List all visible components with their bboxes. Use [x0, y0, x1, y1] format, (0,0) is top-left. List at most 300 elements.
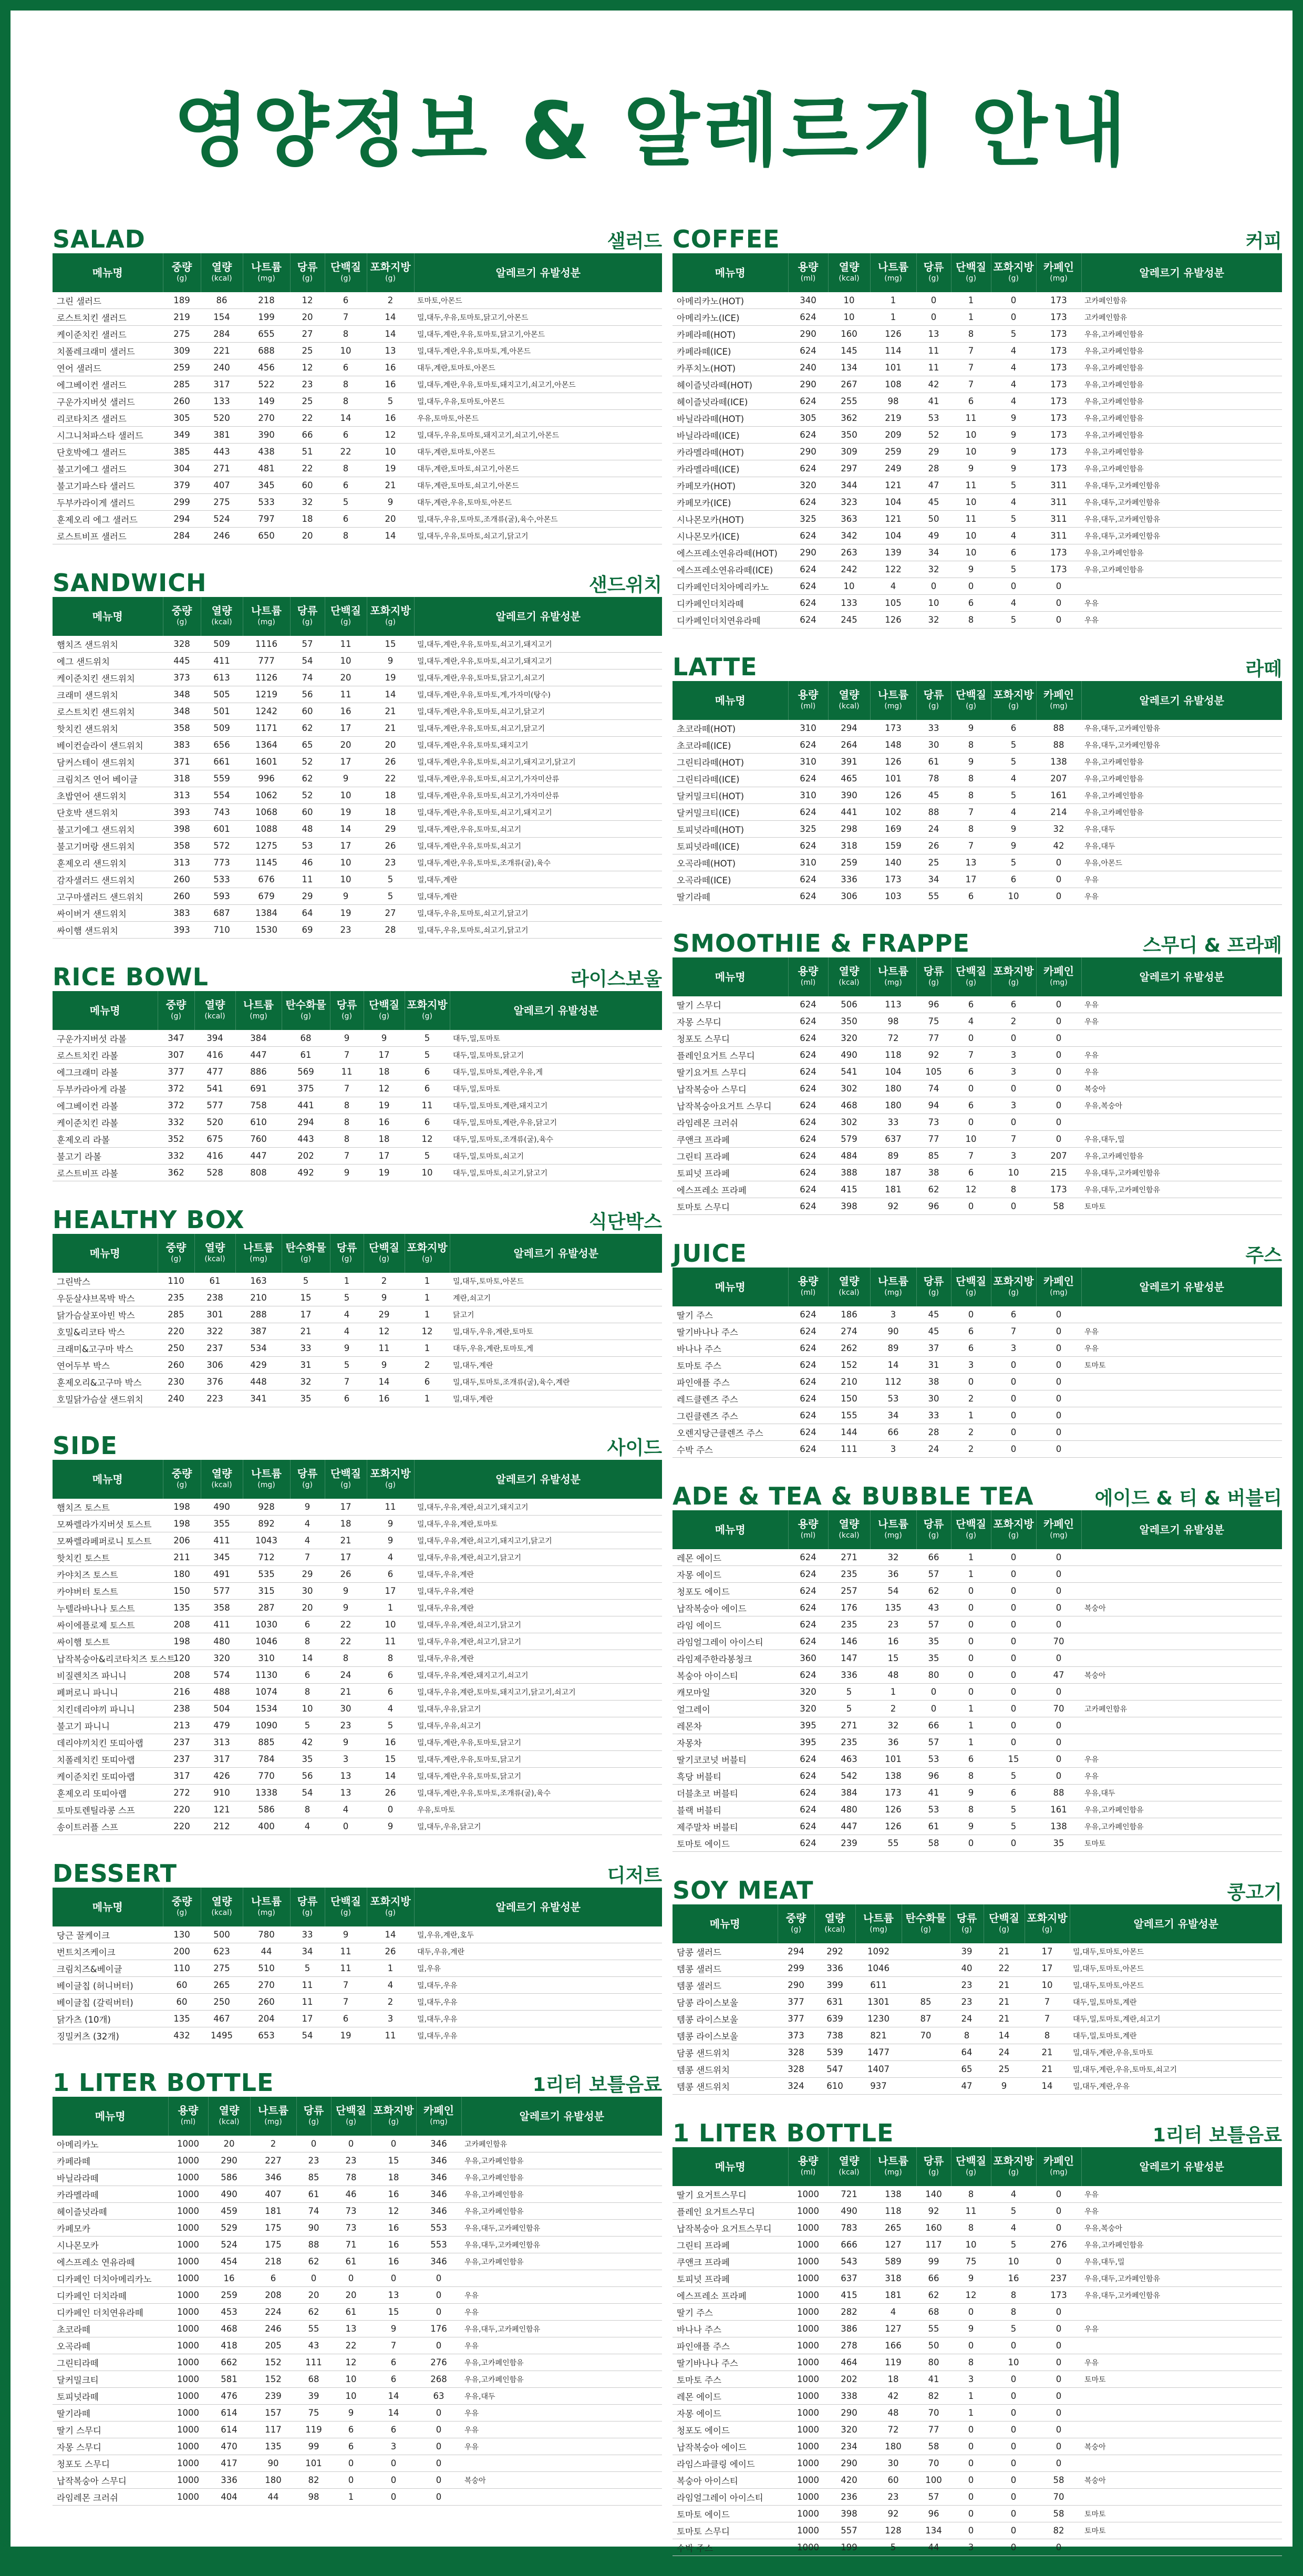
value-cell: 35 — [916, 1633, 951, 1650]
column-unit: (g) — [966, 1289, 976, 1297]
menu-name: 헤이즐넛라떼(HOT) — [673, 376, 788, 393]
value-cell: 480 — [201, 1633, 243, 1650]
column-header-label: 카페인 — [1043, 1518, 1074, 1530]
value-cell: 1 — [367, 1960, 414, 1977]
value-cell: 524 — [201, 511, 243, 528]
value-cell: 24 — [984, 2044, 1025, 2061]
allergen-cell: 우유,고카페인함유 — [1081, 343, 1282, 359]
allergen-cell: 밀,대두,계란 — [414, 888, 662, 905]
column-header-label: 알레르기 유발성분 — [495, 1901, 581, 1913]
column-header — [414, 253, 662, 292]
table-row — [673, 494, 1282, 511]
column-header-label: 용량 — [798, 1275, 819, 1287]
value-cell: 44 — [250, 2489, 296, 2506]
menu-name: 그린티라떼(HOT) — [673, 754, 788, 770]
allergen-cell: 대두,계란,토마토,아몬드 — [414, 359, 662, 376]
column-header-label: 당류 — [297, 604, 318, 617]
value-cell: 138 — [870, 1768, 916, 1785]
value-cell: 35 — [282, 1390, 330, 1407]
value-cell: 5 — [991, 754, 1036, 770]
value-cell: 73 — [331, 2203, 371, 2220]
column-header — [450, 1234, 662, 1273]
value-cell: 738 — [814, 2027, 855, 2044]
menu-name: 자몽차 — [673, 1734, 788, 1751]
column-unit: (g) — [966, 2168, 976, 2177]
table-row — [673, 2061, 1282, 2078]
table-row — [673, 1684, 1282, 1701]
value-cell: 624 — [788, 871, 828, 888]
value-cell: 219 — [163, 309, 201, 326]
allergen-cell: 우유,고카페인함유 — [1081, 410, 1282, 427]
table-row — [673, 2044, 1282, 2061]
value-cell: 0 — [331, 2472, 371, 2489]
value-cell: 0 — [1036, 578, 1081, 595]
value-cell: 284 — [163, 528, 201, 544]
value-cell: 0 — [1036, 1357, 1081, 1374]
allergen-cell: 우유 — [461, 2438, 662, 2455]
value-cell: 48 — [290, 821, 325, 838]
value-cell: 415 — [828, 1181, 870, 1198]
value-cell: 29 — [916, 444, 951, 460]
value-cell: 85 — [916, 1148, 951, 1165]
value-cell: 82 — [916, 2388, 951, 2405]
allergen-cell: 우유,대두,밀 — [1081, 1131, 1282, 1148]
value-cell: 1000 — [788, 2287, 828, 2304]
value-cell: 0 — [951, 1633, 991, 1650]
value-cell: 8 — [951, 2354, 991, 2371]
value-cell: 1000 — [788, 2253, 828, 2270]
allergen-cell: 우유 — [1081, 1340, 1282, 1357]
value-cell: 320 — [201, 1650, 243, 1667]
value-cell: 624 — [788, 561, 828, 578]
value-cell: 4 — [991, 595, 1036, 612]
menu-name: 토마토렌틸라콩 스프 — [53, 1801, 163, 1818]
allergen-cell — [1081, 1566, 1282, 1583]
value-cell: 1338 — [243, 1785, 290, 1801]
table-row — [53, 770, 662, 787]
allergen-cell: 우유,고카페인함유 — [1081, 787, 1282, 804]
value-cell: 8 — [325, 528, 367, 544]
value-cell: 9 — [951, 561, 991, 578]
value-cell: 6 — [371, 2371, 416, 2388]
value-cell: 8 — [290, 1633, 325, 1650]
menu-name: 카라멜라떼(ICE) — [673, 460, 788, 477]
column-unit: (g) — [308, 2118, 319, 2126]
value-cell: 181 — [870, 1181, 916, 1198]
value-cell: 126 — [870, 1818, 916, 1835]
value-cell: 6 — [991, 1785, 1036, 1801]
value-cell: 18 — [364, 1064, 405, 1080]
value-cell: 31 — [282, 1357, 330, 1374]
value-cell: 0 — [1036, 2422, 1081, 2438]
value-cell: 624 — [788, 460, 828, 477]
value-cell: 624 — [788, 737, 828, 754]
allergen-cell — [1081, 1734, 1282, 1751]
allergen-cell: 대두,계란,토마토,쇠고기,아몬드 — [414, 477, 662, 494]
value-cell: 113 — [870, 996, 916, 1013]
value-cell: 9 — [290, 1499, 325, 1516]
column-header — [916, 253, 951, 292]
table-row — [673, 2489, 1282, 2506]
value-cell: 1000 — [168, 2371, 208, 2388]
value-cell: 9 — [951, 720, 991, 737]
column-header — [201, 1888, 243, 1926]
value-cell: 62 — [916, 1583, 951, 1600]
value-cell: 16 — [364, 1390, 405, 1407]
allergen-cell: 우유,고카페인함유 — [461, 2354, 662, 2371]
value-cell: 60 — [870, 2472, 916, 2489]
value-cell: 6 — [991, 871, 1036, 888]
table-row — [53, 1323, 662, 1340]
column-unit: (mg) — [257, 1909, 275, 1917]
allergen-cell: 복숭아 — [1081, 1080, 1282, 1097]
section-title-ko: 커피 — [1245, 231, 1282, 252]
value-cell: 20 — [325, 737, 367, 754]
menu-name: 불고기 라볼 — [53, 1148, 158, 1165]
nutrition-table — [673, 1510, 1282, 1852]
value-cell: 8 — [325, 1650, 367, 1667]
value-cell: 58 — [916, 1835, 951, 1852]
value-cell: 23 — [325, 922, 367, 939]
value-cell: 28 — [916, 1424, 951, 1441]
allergen-cell — [1081, 2304, 1282, 2321]
menu-name: 카페모카 — [53, 2220, 168, 2237]
value-cell: 1601 — [243, 754, 290, 770]
value-cell: 0 — [991, 2539, 1036, 2556]
value-cell: 6 — [951, 1097, 991, 1114]
value-cell: 0 — [916, 309, 951, 326]
allergen-cell — [1081, 2337, 1282, 2354]
table-row — [53, 2220, 662, 2237]
column-header-label: 알레르기 유발성분 — [495, 610, 581, 623]
value-cell: 245 — [828, 612, 870, 628]
column-header-label: 열량 — [839, 1275, 860, 1287]
value-cell: 19 — [367, 669, 414, 686]
column-header — [1036, 957, 1081, 996]
value-cell: 163 — [235, 1273, 282, 1290]
value-cell: 7 — [330, 1374, 364, 1390]
menu-name: 그린티 프라페 — [673, 2237, 788, 2253]
value-cell: 0 — [991, 1583, 1036, 1600]
menu-name: 청포도 에이드 — [673, 2422, 788, 2438]
value-cell: 297 — [828, 460, 870, 477]
menu-name: 토마토 주스 — [673, 2371, 788, 2388]
value-cell: 0 — [325, 1818, 367, 1835]
allergen-cell: 밀,대두,계란,우유,토마토,게,아몬드 — [414, 343, 662, 359]
value-cell: 21 — [984, 2011, 1025, 2027]
value-cell: 467 — [201, 2011, 243, 2027]
value-cell: 25 — [290, 343, 325, 359]
value-cell: 1 — [367, 1600, 414, 1616]
column-header — [991, 957, 1036, 996]
table-row — [53, 720, 662, 737]
value-cell: 9 — [991, 410, 1036, 427]
table-row — [53, 1734, 662, 1751]
value-cell: 284 — [201, 326, 243, 343]
value-cell: 149 — [243, 393, 290, 410]
value-cell: 240 — [158, 1390, 194, 1407]
column-unit: (g) — [385, 274, 396, 283]
menu-name: 더블초코 버블티 — [673, 1785, 788, 1801]
column-unit: (mg) — [884, 1289, 902, 1297]
column-unit: (g) — [999, 1925, 1009, 1934]
table-row — [673, 1549, 1282, 1566]
value-cell: 464 — [828, 2354, 870, 2371]
value-cell: 22 — [290, 410, 325, 427]
value-cell: 311 — [1036, 511, 1081, 528]
value-cell: 624 — [788, 1198, 828, 1215]
allergen-cell: 우유 — [1081, 1323, 1282, 1340]
value-cell: 32 — [870, 1549, 916, 1566]
value-cell: 484 — [828, 1148, 870, 1165]
column-unit: (kcal) — [839, 702, 860, 710]
value-cell: 447 — [828, 1818, 870, 1835]
menu-name: 치킨데리야끼 파니니 — [53, 1701, 163, 1717]
allergen-cell — [1081, 1633, 1282, 1650]
section-title-en: RICE BOWL — [53, 963, 209, 991]
value-cell: 15 — [371, 2152, 416, 2169]
value-cell: 1230 — [855, 2011, 902, 2027]
value-cell: 624 — [788, 838, 828, 854]
allergen-cell: 밀,대두,계란,우유,토마토,쇠고기 — [414, 821, 662, 838]
menu-name: 납작복숭아 스무디 — [673, 1080, 788, 1097]
value-cell: 13 — [951, 854, 991, 871]
section-title-ko: 1리터 보틀음료 — [532, 2074, 662, 2096]
value-cell: 99 — [916, 2253, 951, 2270]
value-cell: 624 — [788, 1549, 828, 1566]
column-header-label: 중량 — [166, 1241, 187, 1254]
value-cell: 19 — [364, 1165, 405, 1181]
value-cell: 0 — [371, 2472, 416, 2489]
value-cell: 87 — [902, 2011, 950, 2027]
value-cell: 0 — [991, 1424, 1036, 1441]
value-cell: 328 — [778, 2061, 814, 2078]
table-row — [673, 2506, 1282, 2522]
section-title-en: SOY MEAT — [673, 1876, 814, 1904]
column-header — [290, 597, 325, 636]
value-cell: 6 — [367, 1667, 414, 1684]
menu-name: 초코라떼 — [53, 2321, 168, 2337]
value-cell: 25 — [290, 393, 325, 410]
column-header-label: 나트륨 — [863, 1912, 894, 1924]
table-row — [673, 2354, 1282, 2371]
value-cell: 10 — [828, 309, 870, 326]
value-cell: 3 — [991, 1064, 1036, 1080]
value-cell: 43 — [916, 1600, 951, 1616]
column-header — [450, 991, 662, 1030]
allergen-cell: 밀,대두,계란,우유,토마토,닭고기 — [414, 1751, 662, 1768]
allergen-cell: 닭고기 — [450, 1306, 662, 1323]
right-column — [673, 221, 1282, 2576]
allergen-cell: 밀,대두,계란,우유,토마토,닭고기,아몬드 — [414, 326, 662, 343]
value-cell: 6 — [405, 1114, 450, 1131]
value-cell: 377 — [778, 2011, 814, 2027]
allergen-cell: 대두,밀,토마토,계란 — [1070, 1994, 1282, 2011]
value-cell: 0 — [991, 309, 1036, 326]
value-cell: 11 — [364, 1340, 405, 1357]
value-cell: 23 — [325, 1717, 367, 1734]
menu-name: 라임레몬 크러쉬 — [53, 2489, 168, 2506]
value-cell: 0 — [991, 1030, 1036, 1047]
value-cell: 20 — [290, 1600, 325, 1616]
menu-name: 에그베이컨 라볼 — [53, 1097, 158, 1114]
column-unit: (g) — [342, 1012, 352, 1021]
menu-name: 핫치킨 샌드위치 — [53, 720, 163, 737]
value-cell: 126 — [870, 787, 916, 804]
value-cell: 275 — [201, 494, 243, 511]
column-header-label: 포화지방 — [370, 1467, 411, 1480]
value-cell: 4 — [330, 1323, 364, 1340]
value-cell: 13 — [371, 2287, 416, 2304]
menu-name: 쿠앤크 프라페 — [673, 2253, 788, 2270]
table-row — [673, 1441, 1282, 1458]
nutrition-table — [673, 1904, 1282, 2095]
column-header-label: 알레르기 유발성분 — [1139, 1281, 1225, 1293]
menu-name: 시나몬모카(HOT) — [673, 511, 788, 528]
value-cell: 10 — [951, 1131, 991, 1148]
value-cell: 114 — [870, 343, 916, 359]
table-row — [673, 326, 1282, 343]
value-cell: 74 — [290, 669, 325, 686]
allergen-cell: 우유,고카페인함유 — [461, 2253, 662, 2270]
column-unit: (mg) — [1050, 1531, 1068, 1540]
column-header-label: 단백질 — [956, 261, 986, 273]
table-row — [53, 2011, 662, 2027]
value-cell: 65 — [950, 2061, 984, 2078]
value-cell: 16 — [367, 359, 414, 376]
value-cell: 773 — [201, 854, 243, 871]
value-cell: 310 — [788, 754, 828, 770]
value-cell: 101 — [870, 770, 916, 787]
column-header-label: 메뉴명 — [89, 1247, 120, 1260]
value-cell: 4 — [330, 1306, 364, 1323]
value-cell: 336 — [828, 871, 870, 888]
value-cell: 0 — [991, 1374, 1036, 1390]
value-cell: 110 — [163, 1960, 201, 1977]
value-cell: 0 — [991, 1650, 1036, 1667]
column-header — [788, 1268, 828, 1306]
value-cell: 0 — [371, 2489, 416, 2506]
value-cell: 543 — [828, 2253, 870, 2270]
value-cell: 82 — [296, 2472, 331, 2489]
table-row — [673, 2011, 1282, 2027]
allergen-cell: 우유,대두 — [1081, 821, 1282, 838]
column-header-label: 포화지방 — [993, 261, 1034, 273]
allergen-cell: 대두,밀,토마토,닭고기 — [450, 1047, 662, 1064]
column-header-label: 포화지방 — [373, 2104, 414, 2117]
value-cell: 298 — [828, 821, 870, 838]
value-cell: 624 — [788, 1131, 828, 1148]
allergen-cell: 밀,대두,우유,계란,토마토,돼지고기,닭고기,쇠고기 — [414, 1684, 662, 1701]
column-unit: (g) — [966, 978, 976, 987]
menu-name: 에스프레소 연유라떼 — [53, 2253, 168, 2270]
column-header — [330, 1234, 364, 1273]
menu-name: 케이준치킨 라볼 — [53, 1114, 158, 1131]
value-cell: 11 — [290, 1977, 325, 1994]
value-cell: 1495 — [201, 2027, 243, 2044]
allergen-cell: 밀,대두,우유,계란,쇠고기,돼지고기 — [414, 1499, 662, 1516]
menu-name: 딸기바나나 주스 — [673, 2354, 788, 2371]
value-cell: 30 — [870, 2455, 916, 2472]
value-cell: 9 — [951, 754, 991, 770]
value-cell: 90 — [296, 2220, 331, 2237]
value-cell: 54 — [290, 2027, 325, 2044]
value-cell: 317 — [201, 1751, 243, 1768]
value-cell: 294 — [828, 720, 870, 737]
column-header-label: 나트륨 — [251, 1895, 282, 1908]
value-cell: 624 — [788, 996, 828, 1013]
value-cell: 11 — [916, 359, 951, 376]
value-cell: 358 — [163, 838, 201, 854]
value-cell: 0 — [1036, 1424, 1081, 1441]
column-unit: (g) — [340, 274, 351, 283]
menu-name: 햄치즈 샌드위치 — [53, 636, 163, 653]
value-cell: 6 — [325, 292, 367, 309]
column-header-label: 카페인 — [1043, 688, 1074, 701]
table-row — [53, 292, 662, 309]
value-cell: 71 — [331, 2237, 371, 2253]
value-cell: 202 — [282, 1148, 330, 1165]
column-header-label: 열량 — [211, 604, 232, 617]
value-cell: 808 — [235, 1165, 282, 1181]
value-cell: 5 — [991, 511, 1036, 528]
value-cell: 324 — [778, 2078, 814, 2095]
column-header — [870, 957, 916, 996]
value-cell: 624 — [788, 1424, 828, 1441]
column-header-label: 용량 — [798, 2155, 819, 2167]
value-cell: 10 — [325, 653, 367, 669]
value-cell: 0 — [951, 1616, 991, 1633]
value-cell: 0 — [991, 1198, 1036, 1215]
column-header — [991, 681, 1036, 720]
value-cell: 22 — [984, 1960, 1025, 1977]
value-cell: 1 — [405, 1340, 450, 1357]
allergen-cell: 밀,대두,우유,닭고기 — [414, 1818, 662, 1835]
value-cell: 0 — [1036, 1030, 1081, 1047]
value-cell: 111 — [296, 2354, 331, 2371]
allergen-cell: 우유,대두,고카페인함유 — [1081, 2287, 1282, 2304]
value-cell: 270 — [243, 1977, 290, 1994]
value-cell: 11 — [367, 1499, 414, 1516]
menu-name: 싸이에플로제 토스트 — [53, 1616, 163, 1633]
column-header-label: 나트륨 — [878, 965, 908, 977]
value-cell: 128 — [870, 2522, 916, 2539]
menu-name: 자몽 스무디 — [53, 2438, 168, 2455]
value-cell: 249 — [870, 460, 916, 477]
value-cell: 238 — [163, 1701, 201, 1717]
value-cell: 96 — [916, 1198, 951, 1215]
table-row — [673, 359, 1282, 376]
column-unit: (g) — [422, 1255, 432, 1263]
value-cell: 235 — [828, 1616, 870, 1633]
value-cell: 8 — [951, 770, 991, 787]
allergen-cell: 우유,대두 — [1081, 838, 1282, 854]
column-header-label: 열량 — [211, 261, 232, 273]
column-header — [673, 253, 788, 292]
value-cell: 276 — [416, 2354, 461, 2371]
value-cell: 39 — [296, 2388, 331, 2405]
value-cell: 383 — [163, 737, 201, 754]
value-cell: 21 — [367, 720, 414, 737]
menu-name: 그린박스 — [53, 1273, 158, 1290]
column-header — [53, 253, 163, 292]
value-cell: 6 — [951, 888, 991, 905]
page — [11, 11, 1292, 2553]
menu-name: 템콩 샐러드 — [673, 1977, 778, 1994]
menu-name: 라임스파클링 에이드 — [673, 2455, 788, 2472]
value-cell: 169 — [870, 821, 916, 838]
value-cell: 10 — [1025, 1977, 1070, 1994]
